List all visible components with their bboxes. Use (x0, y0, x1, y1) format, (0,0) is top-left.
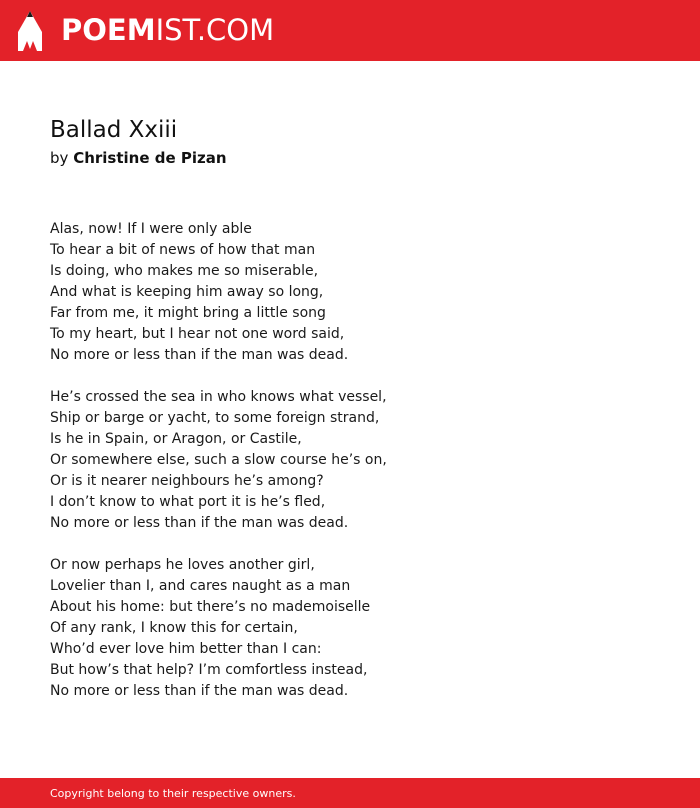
site-footer (0, 778, 700, 808)
poem-title: Ballad Xxiii (50, 117, 178, 143)
poem-line: Alas, now! If I were only able (50, 221, 252, 237)
poem-line: Is he in Spain, or Aragon, or Castile, (50, 431, 302, 447)
poem-line: Ship or barge or yacht, to some foreign strand, (50, 410, 380, 426)
author-name: Christine de Pizan (73, 149, 227, 167)
logo-wordmark (61, 13, 275, 47)
site-header (0, 0, 700, 61)
poem-line: But how’s that help? I’m comfortless instead, (50, 662, 368, 678)
poem-line: Who’d ever love him better than I can: (50, 641, 322, 657)
logo-text-bold: POEM (61, 13, 156, 47)
poem-line: Of any rank, I know this for certain, (50, 620, 298, 636)
stanza-1 (50, 219, 650, 366)
poem-line: He’s crossed the sea in who knows what vessel, (50, 389, 387, 405)
poem-line: Far from me, it might bring a little song (50, 305, 326, 321)
site-logo-link[interactable] (18, 11, 274, 51)
logo-text-light: IST.COM (155, 13, 275, 47)
poem-body (50, 219, 650, 723)
poem-line: No more or less than if the man was dead. (50, 683, 349, 699)
poem-line: Or is it nearer neighbours he’s among? (50, 473, 324, 489)
pencil-icon (18, 11, 42, 51)
copyright-text: Copyright belong to their respective owners. (50, 786, 296, 800)
byline-label: by (50, 149, 69, 167)
poem-line: Is doing, who makes me so miserable, (50, 263, 319, 279)
poem-line: To hear a bit of news of how that man (50, 242, 316, 258)
poem-line: Or now perhaps he loves another girl, (50, 557, 315, 573)
poem-line: And what is keeping him away so long, (50, 284, 324, 300)
poem-line: I don’t know to what port it is he’s fled, (50, 494, 326, 510)
poem-line: Lovelier than I, and cares naught as a man (50, 578, 351, 594)
poem-line: About his home: but there’s no mademoiselle (50, 599, 371, 615)
poem-line: No more or less than if the man was dead. (50, 515, 349, 531)
poem-line: To my heart, but I hear not one word said, (50, 326, 345, 342)
stanza-2 (50, 387, 650, 534)
stanza-3 (50, 555, 650, 702)
poem-line: Or somewhere else, such a slow course he’s on, (50, 452, 387, 468)
poem-byline (50, 149, 227, 167)
poem-line: No more or less than if the man was dead. (50, 347, 349, 363)
